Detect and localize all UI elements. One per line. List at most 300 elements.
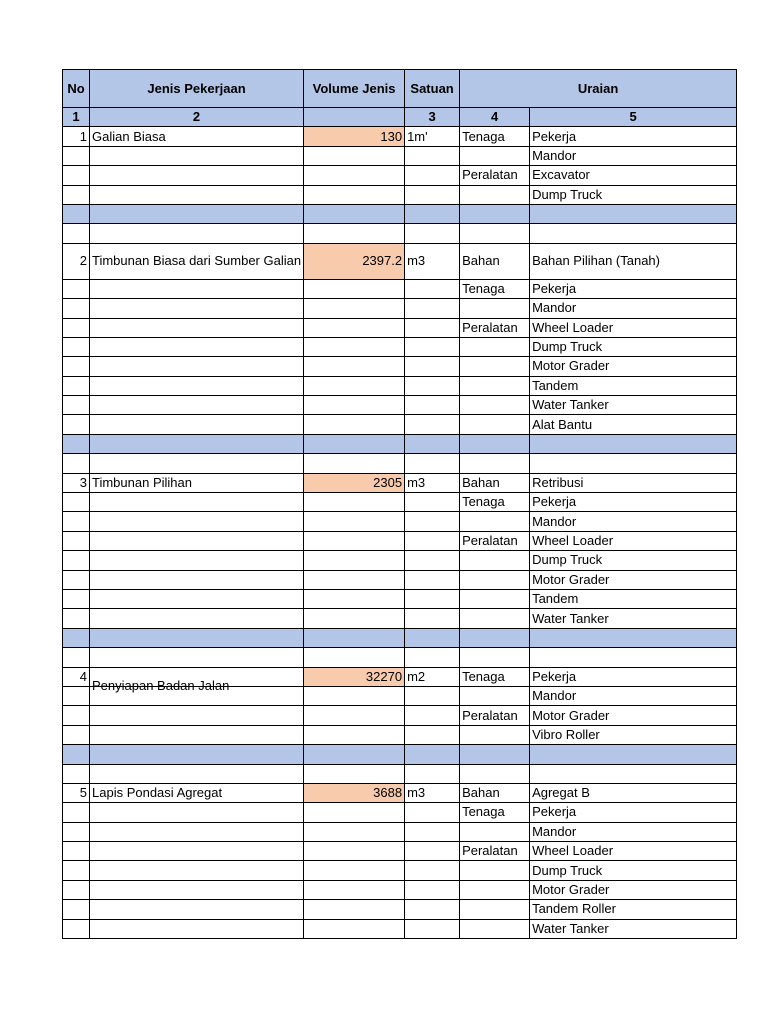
uraian-category-cell[interactable] — [460, 185, 530, 204]
table-row — [63, 531, 737, 550]
header-number-cell[interactable] — [304, 108, 405, 127]
uraian-category-cell[interactable] — [460, 357, 530, 376]
uraian-item-cell[interactable] — [530, 224, 737, 243]
uraian-item-cell[interactable]: Mandor — [530, 146, 737, 165]
volume-cell[interactable] — [304, 589, 405, 608]
table-row — [63, 166, 737, 185]
volume-cell[interactable]: 2305 — [304, 473, 405, 492]
uraian-category-cell[interactable] — [460, 589, 530, 608]
volume-cell[interactable] — [304, 185, 405, 204]
jenis-pekerjaan-cell[interactable]: Timbunan Biasa dari Sumber Galian — [90, 243, 304, 279]
volume-cell[interactable] — [304, 337, 405, 356]
table-row — [63, 357, 737, 376]
table-body — [63, 127, 737, 939]
jenis-pekerjaan-cell[interactable] — [90, 493, 304, 512]
no-cell[interactable] — [63, 861, 90, 880]
table-row — [63, 318, 737, 337]
satuan-cell[interactable] — [405, 803, 460, 822]
uraian-item-cell[interactable]: Mandor — [530, 686, 737, 705]
table-row — [63, 609, 737, 628]
uraian-item-cell[interactable]: Motor Grader — [530, 706, 737, 725]
satuan-cell[interactable] — [405, 880, 460, 899]
work-items-table — [62, 69, 737, 939]
no-cell[interactable] — [63, 551, 90, 570]
volume-cell[interactable] — [304, 166, 405, 185]
no-cell[interactable] — [63, 706, 90, 725]
no-cell[interactable] — [63, 822, 90, 841]
no-cell[interactable] — [63, 880, 90, 899]
volume-cell[interactable] — [304, 725, 405, 744]
jenis-pekerjaan-cell[interactable] — [90, 648, 304, 667]
volume-cell[interactable] — [304, 551, 405, 570]
uraian-item-cell[interactable]: Tandem Roller — [530, 900, 737, 919]
satuan-cell[interactable] — [405, 224, 460, 243]
header-satuan[interactable]: Satuan — [405, 70, 460, 108]
uraian-item-cell[interactable] — [530, 434, 737, 453]
volume-cell[interactable] — [304, 745, 405, 764]
jenis-pekerjaan-cell[interactable]: Galian Biasa — [90, 127, 304, 146]
jenis-pekerjaan-cell[interactable]: Penyiapan Badan Jalan — [90, 676, 304, 695]
header-volume-jenis[interactable]: Volume Jenis — [304, 70, 405, 108]
volume-cell[interactable] — [304, 146, 405, 165]
uraian-item-cell[interactable]: Excavator — [530, 166, 737, 185]
uraian-item-cell[interactable]: Water Tanker — [530, 609, 737, 628]
no-cell[interactable] — [63, 745, 90, 764]
uraian-item-cell[interactable]: Dump Truck — [530, 861, 737, 880]
uraian-category-cell[interactable]: Peralatan — [460, 166, 530, 185]
uraian-item-cell[interactable]: Water Tanker — [530, 919, 737, 938]
satuan-cell[interactable] — [405, 396, 460, 415]
jenis-pekerjaan-cell[interactable] — [90, 803, 304, 822]
volume-cell[interactable]: 32270 — [304, 667, 405, 686]
volume-cell[interactable]: 130 — [304, 127, 405, 146]
jenis-pekerjaan-cell[interactable] — [90, 609, 304, 628]
uraian-category-cell[interactable] — [460, 764, 530, 783]
uraian-category-cell[interactable]: Peralatan — [460, 318, 530, 337]
uraian-category-cell[interactable] — [460, 454, 530, 473]
uraian-category-cell[interactable]: Peralatan — [460, 531, 530, 550]
table-row — [63, 589, 737, 608]
no-cell[interactable] — [63, 166, 90, 185]
volume-cell[interactable] — [304, 609, 405, 628]
header-uraian[interactable]: Uraian — [460, 70, 737, 108]
uraian-item-cell[interactable] — [530, 648, 737, 667]
uraian-category-cell[interactable]: Peralatan — [460, 706, 530, 725]
no-cell[interactable] — [63, 648, 90, 667]
header-number-row — [63, 108, 737, 127]
uraian-category-cell[interactable] — [460, 725, 530, 744]
table-row — [63, 842, 737, 861]
uraian-item-cell[interactable]: Tandem — [530, 376, 737, 395]
table-row — [63, 337, 737, 356]
table-row — [63, 725, 737, 744]
no-cell[interactable] — [63, 842, 90, 861]
uraian-category-cell[interactable]: Bahan — [460, 473, 530, 492]
satuan-cell[interactable] — [405, 589, 460, 608]
volume-cell[interactable] — [304, 415, 405, 434]
uraian-item-cell[interactable]: Wheel Loader — [530, 531, 737, 550]
uraian-category-cell[interactable]: Tenaga — [460, 493, 530, 512]
jenis-pekerjaan-cell[interactable] — [90, 919, 304, 938]
header-number-cell[interactable]: 2 — [90, 108, 304, 127]
jenis-pekerjaan-cell[interactable] — [90, 531, 304, 550]
uraian-category-cell[interactable] — [460, 224, 530, 243]
separator-row — [63, 628, 737, 647]
uraian-category-cell[interactable]: Peralatan — [460, 842, 530, 861]
table-row — [63, 764, 737, 783]
jenis-pekerjaan-cell[interactable] — [90, 146, 304, 165]
volume-cell[interactable] — [304, 764, 405, 783]
table-row — [63, 706, 737, 725]
uraian-item-cell[interactable]: Pekerja — [530, 279, 737, 298]
volume-cell[interactable] — [304, 279, 405, 298]
uraian-category-cell[interactable] — [460, 376, 530, 395]
separator-row — [63, 434, 737, 453]
uraian-category-cell[interactable] — [460, 204, 530, 223]
no-cell[interactable] — [63, 318, 90, 337]
table-row — [63, 473, 737, 492]
uraian-category-cell[interactable] — [460, 919, 530, 938]
satuan-cell[interactable] — [405, 706, 460, 725]
no-cell[interactable] — [63, 185, 90, 204]
no-cell[interactable] — [63, 299, 90, 318]
header-number-cell[interactable]: 1 — [63, 108, 90, 127]
uraian-category-cell[interactable] — [460, 512, 530, 531]
uraian-category-cell[interactable] — [460, 609, 530, 628]
satuan-cell[interactable] — [405, 357, 460, 376]
uraian-item-cell[interactable]: Mandor — [530, 822, 737, 841]
uraian-item-cell[interactable]: Retribusi — [530, 473, 737, 492]
uraian-item-cell[interactable] — [530, 764, 737, 783]
jenis-pekerjaan-cell[interactable] — [90, 745, 304, 764]
table-row — [63, 415, 737, 434]
uraian-item-cell[interactable]: Bahan Pilihan (Tanah) — [530, 243, 737, 279]
no-cell[interactable]: 1 — [63, 127, 90, 146]
uraian-item-cell[interactable]: Vibro Roller — [530, 725, 737, 744]
no-cell[interactable] — [63, 454, 90, 473]
table-row — [63, 376, 737, 395]
volume-cell[interactable] — [304, 318, 405, 337]
no-cell[interactable] — [63, 224, 90, 243]
jenis-pekerjaan-cell[interactable] — [90, 725, 304, 744]
satuan-cell[interactable] — [405, 376, 460, 395]
table-row — [63, 454, 737, 473]
uraian-category-cell[interactable]: Tenaga — [460, 667, 530, 686]
jenis-pekerjaan-cell[interactable] — [90, 396, 304, 415]
volume-cell[interactable] — [304, 648, 405, 667]
uraian-item-cell[interactable]: Wheel Loader — [530, 842, 737, 861]
jenis-pekerjaan-cell[interactable] — [90, 570, 304, 589]
table-row — [63, 279, 737, 298]
satuan-cell[interactable] — [405, 919, 460, 938]
satuan-cell[interactable] — [405, 900, 460, 919]
jenis-pekerjaan-cell[interactable] — [90, 357, 304, 376]
uraian-item-cell[interactable]: Pekerja — [530, 667, 737, 686]
satuan-cell[interactable] — [405, 861, 460, 880]
volume-cell[interactable] — [304, 919, 405, 938]
jenis-pekerjaan-cell[interactable] — [90, 279, 304, 298]
table-row — [63, 185, 737, 204]
table-row — [63, 512, 737, 531]
uraian-item-cell[interactable]: Pekerja — [530, 803, 737, 822]
table-row — [63, 880, 737, 899]
uraian-category-cell[interactable]: Bahan — [460, 783, 530, 802]
no-cell[interactable] — [63, 803, 90, 822]
uraian-item-cell[interactable]: Water Tanker — [530, 396, 737, 415]
uraian-category-cell[interactable] — [460, 861, 530, 880]
no-cell[interactable] — [63, 628, 90, 647]
satuan-cell[interactable] — [405, 764, 460, 783]
separator-row — [63, 204, 737, 223]
uraian-category-cell[interactable] — [460, 570, 530, 589]
no-cell[interactable]: 3 — [63, 473, 90, 492]
satuan-cell[interactable] — [405, 686, 460, 705]
no-cell[interactable] — [63, 415, 90, 434]
jenis-pekerjaan-cell[interactable] — [90, 434, 304, 453]
satuan-cell[interactable] — [405, 628, 460, 647]
header-row — [63, 70, 737, 108]
uraian-category-cell[interactable] — [460, 415, 530, 434]
table-row — [63, 822, 737, 841]
satuan-cell[interactable] — [405, 415, 460, 434]
jenis-pekerjaan-cell[interactable] — [90, 880, 304, 899]
table-row — [63, 396, 737, 415]
volume-cell[interactable] — [304, 299, 405, 318]
satuan-cell[interactable] — [405, 279, 460, 298]
no-cell[interactable] — [63, 493, 90, 512]
satuan-cell[interactable] — [405, 745, 460, 764]
no-cell[interactable] — [63, 589, 90, 608]
uraian-category-cell[interactable] — [460, 551, 530, 570]
satuan-cell[interactable] — [405, 531, 460, 550]
satuan-cell[interactable] — [405, 512, 460, 531]
volume-cell[interactable] — [304, 531, 405, 550]
jenis-pekerjaan-cell[interactable] — [90, 900, 304, 919]
uraian-category-cell[interactable]: Bahan — [460, 243, 530, 279]
no-cell[interactable] — [63, 396, 90, 415]
uraian-category-cell[interactable] — [460, 880, 530, 899]
no-cell[interactable] — [63, 919, 90, 938]
table-row — [63, 146, 737, 165]
no-cell[interactable] — [63, 531, 90, 550]
satuan-cell[interactable] — [405, 337, 460, 356]
uraian-item-cell[interactable]: Mandor — [530, 512, 737, 531]
satuan-cell[interactable] — [405, 551, 460, 570]
uraian-category-cell[interactable]: Tenaga — [460, 279, 530, 298]
volume-cell[interactable] — [304, 396, 405, 415]
jenis-pekerjaan-cell[interactable] — [90, 337, 304, 356]
table-row — [63, 127, 737, 146]
volume-cell[interactable] — [304, 357, 405, 376]
uraian-item-cell[interactable]: Dump Truck — [530, 337, 737, 356]
uraian-item-cell[interactable]: Mandor — [530, 299, 737, 318]
jenis-pekerjaan-cell[interactable] — [90, 299, 304, 318]
no-cell[interactable] — [63, 686, 90, 705]
no-cell[interactable] — [63, 357, 90, 376]
no-cell[interactable]: 4 — [63, 667, 90, 686]
satuan-cell[interactable] — [405, 185, 460, 204]
header-number-cell[interactable]: 3 — [405, 108, 460, 127]
uraian-item-cell[interactable]: Pekerja — [530, 493, 737, 512]
table-row — [63, 299, 737, 318]
table-row — [63, 648, 737, 667]
header-number-cell[interactable]: 4 — [460, 108, 530, 127]
header-jenis-pekerjaan[interactable]: Jenis Pekerjaan — [90, 70, 304, 108]
satuan-cell[interactable] — [405, 570, 460, 589]
uraian-item-cell[interactable] — [530, 204, 737, 223]
uraian-item-cell[interactable]: Motor Grader — [530, 570, 737, 589]
uraian-category-cell[interactable] — [460, 648, 530, 667]
satuan-cell[interactable]: m3 — [405, 783, 460, 802]
jenis-pekerjaan-cell[interactable] — [90, 512, 304, 531]
satuan-cell[interactable] — [405, 299, 460, 318]
uraian-item-cell[interactable]: Tandem — [530, 589, 737, 608]
no-cell[interactable] — [63, 725, 90, 744]
volume-cell[interactable] — [304, 628, 405, 647]
no-cell[interactable] — [63, 376, 90, 395]
no-cell[interactable]: 5 — [63, 783, 90, 802]
satuan-cell[interactable] — [405, 166, 460, 185]
volume-cell[interactable] — [304, 900, 405, 919]
volume-cell[interactable] — [304, 822, 405, 841]
satuan-cell[interactable] — [405, 648, 460, 667]
uraian-category-cell[interactable]: Tenaga — [460, 127, 530, 146]
jenis-pekerjaan-cell[interactable] — [90, 454, 304, 473]
volume-cell[interactable] — [304, 204, 405, 223]
jenis-pekerjaan-cell[interactable] — [90, 415, 304, 434]
uraian-category-cell[interactable] — [460, 822, 530, 841]
no-cell[interactable]: 2 — [63, 243, 90, 279]
table-row — [63, 919, 737, 938]
volume-cell[interactable] — [304, 454, 405, 473]
uraian-item-cell[interactable]: Wheel Loader — [530, 318, 737, 337]
jenis-pekerjaan-cell[interactable] — [90, 842, 304, 861]
no-cell[interactable] — [63, 570, 90, 589]
no-cell[interactable] — [63, 279, 90, 298]
no-cell[interactable] — [63, 512, 90, 531]
table-row — [63, 783, 737, 802]
uraian-category-cell[interactable] — [460, 146, 530, 165]
volume-cell[interactable] — [304, 880, 405, 899]
volume-cell[interactable] — [304, 706, 405, 725]
satuan-cell[interactable] — [405, 434, 460, 453]
volume-cell[interactable] — [304, 861, 405, 880]
satuan-cell[interactable] — [405, 454, 460, 473]
header-no[interactable]: No — [63, 70, 90, 108]
no-cell[interactable] — [63, 764, 90, 783]
table-row — [63, 900, 737, 919]
jenis-pekerjaan-cell[interactable] — [90, 166, 304, 185]
uraian-category-cell[interactable] — [460, 396, 530, 415]
uraian-category-cell[interactable] — [460, 299, 530, 318]
table-row — [63, 861, 737, 880]
table-row — [63, 667, 737, 686]
satuan-cell[interactable] — [405, 318, 460, 337]
volume-cell[interactable] — [304, 224, 405, 243]
volume-cell[interactable] — [304, 686, 405, 705]
uraian-category-cell[interactable] — [460, 434, 530, 453]
uraian-item-cell[interactable]: Motor Grader — [530, 357, 737, 376]
volume-cell[interactable] — [304, 842, 405, 861]
volume-cell[interactable] — [304, 570, 405, 589]
uraian-item-cell[interactable]: Agregat B — [530, 783, 737, 802]
volume-cell[interactable] — [304, 434, 405, 453]
jenis-pekerjaan-cell[interactable] — [90, 204, 304, 223]
uraian-item-cell[interactable]: Dump Truck — [530, 551, 737, 570]
uraian-category-cell[interactable] — [460, 337, 530, 356]
uraian-item-cell[interactable] — [530, 628, 737, 647]
separator-row — [63, 745, 737, 764]
uraian-category-cell[interactable]: Tenaga — [460, 803, 530, 822]
volume-cell[interactable] — [304, 512, 405, 531]
jenis-pekerjaan-cell[interactable] — [90, 318, 304, 337]
uraian-item-cell[interactable] — [530, 454, 737, 473]
jenis-pekerjaan-cell[interactable] — [90, 551, 304, 570]
jenis-pekerjaan-cell[interactable] — [90, 764, 304, 783]
volume-cell[interactable]: 3688 — [304, 783, 405, 802]
no-cell[interactable] — [63, 337, 90, 356]
jenis-pekerjaan-cell[interactable]: Lapis Pondasi Agregat — [90, 783, 304, 802]
table-row — [63, 803, 737, 822]
jenis-pekerjaan-cell[interactable] — [90, 861, 304, 880]
satuan-cell[interactable] — [405, 725, 460, 744]
satuan-cell[interactable]: m3 — [405, 243, 460, 279]
jenis-pekerjaan-cell[interactable] — [90, 822, 304, 841]
jenis-pekerjaan-cell[interactable]: Timbunan Pilihan — [90, 473, 304, 492]
jenis-pekerjaan-cell[interactable] — [90, 706, 304, 725]
jenis-pekerjaan-cell[interactable] — [90, 376, 304, 395]
uraian-category-cell[interactable] — [460, 686, 530, 705]
satuan-cell[interactable] — [405, 842, 460, 861]
satuan-cell[interactable] — [405, 822, 460, 841]
jenis-pekerjaan-cell[interactable] — [90, 185, 304, 204]
table-row — [63, 551, 737, 570]
no-cell[interactable] — [63, 434, 90, 453]
uraian-category-cell[interactable] — [460, 900, 530, 919]
jenis-pekerjaan-cell[interactable] — [90, 589, 304, 608]
uraian-item-cell[interactable] — [530, 745, 737, 764]
satuan-cell[interactable] — [405, 146, 460, 165]
uraian-category-cell[interactable] — [460, 745, 530, 764]
volume-cell[interactable] — [304, 493, 405, 512]
no-cell[interactable] — [63, 609, 90, 628]
satuan-cell[interactable] — [405, 204, 460, 223]
uraian-item-cell[interactable]: Pekerja — [530, 127, 737, 146]
volume-cell[interactable] — [304, 803, 405, 822]
jenis-pekerjaan-cell[interactable] — [90, 628, 304, 647]
uraian-item-cell[interactable]: Motor Grader — [530, 880, 737, 899]
satuan-cell[interactable]: 1m' — [405, 127, 460, 146]
table-row — [63, 243, 737, 279]
table-row — [63, 493, 737, 512]
no-cell[interactable] — [63, 146, 90, 165]
satuan-cell[interactable]: m3 — [405, 473, 460, 492]
jenis-pekerjaan-cell[interactable] — [90, 224, 304, 243]
volume-cell[interactable]: 2397.2 — [304, 243, 405, 279]
uraian-item-cell[interactable]: Dump Truck — [530, 185, 737, 204]
volume-cell[interactable] — [304, 376, 405, 395]
satuan-cell[interactable]: m2 — [405, 667, 460, 686]
uraian-item-cell[interactable]: Alat Bantu — [530, 415, 737, 434]
satuan-cell[interactable] — [405, 493, 460, 512]
satuan-cell[interactable] — [405, 609, 460, 628]
no-cell[interactable] — [63, 204, 90, 223]
no-cell[interactable] — [63, 900, 90, 919]
uraian-category-cell[interactable] — [460, 628, 530, 647]
table-row — [63, 570, 737, 589]
table-row — [63, 224, 737, 243]
header-number-cell[interactable]: 5 — [530, 108, 737, 127]
